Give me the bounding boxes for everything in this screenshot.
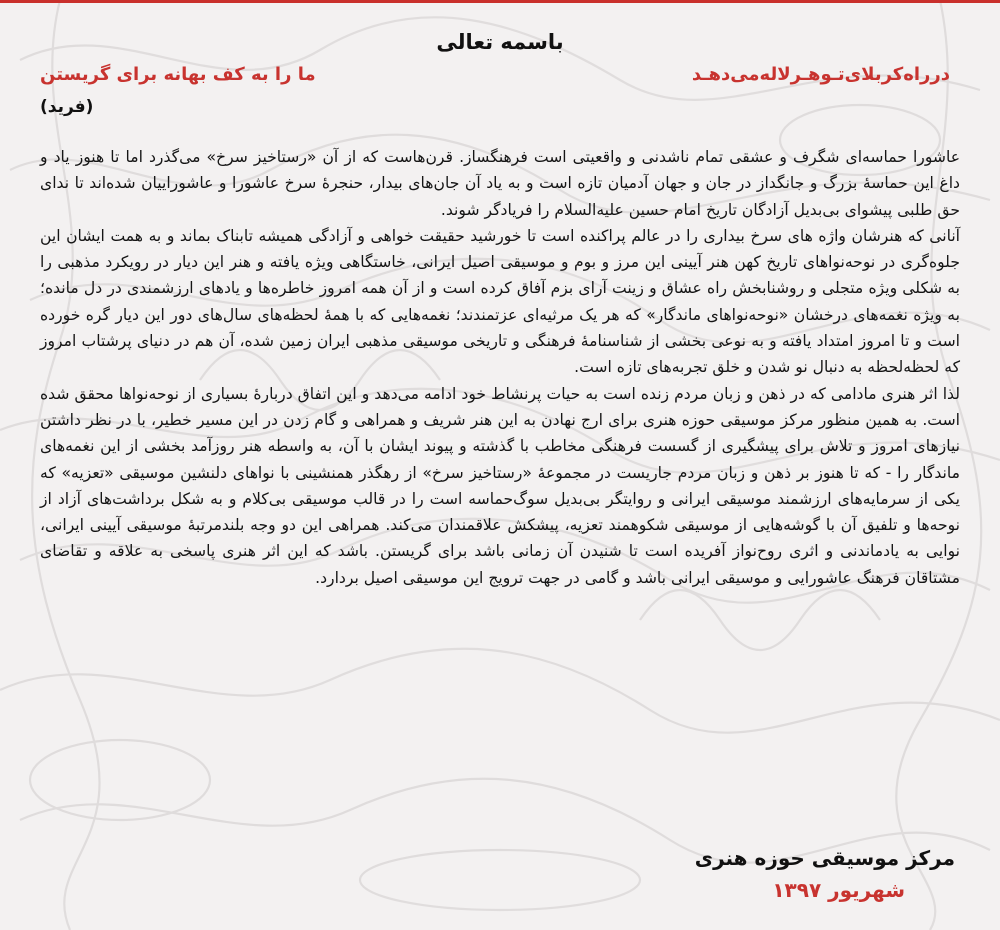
- statement-body: [40, 144, 960, 591]
- invocation-heading: باسمه تعالی: [436, 30, 564, 54]
- paragraph-3: لذا اثر هنری مادامی که در ذهن و زبان مردم زنده است به حیات پرنشاط خود ادامه می‌دهد و این اتفاق دربارهٔ بسیاری از نوحه‌نواها محقق شده است. به همین منظور مرکز موسیقی حوزه هنری برای ارج نهادن به این هنر شریف و همراهی و گام زدن در این مسیر خطیر، با در نظر داشتن نیازهای امروز و تلاش برای پیشگیری از گسست فرهنگی مخاطب با گذشته و پیوند ایشان با آن، به واسطه هنر روزآمد بخشی از این نغمه‌های ماندگار را - که تا هنوز بر ذهن و زبان مردم جاریست در مجموعهٔ «رستاخیز سرخ» از رهگذر همنشینی با نواهای دلنشین موسیقی «تعزیه» که یکی از سرمایه‌های ارزشمند موسیقی ایرانی و روایتگر بی‌بدیل سوگ‌حماسه است را در قالب موسیقی بی‌کلام و به شکل برداشت‌های آزاد از نوحه‌ها و تلفیق آن با گوشه‌هایی از موسیقی شکوهمند تعزیه، پیشکش علاقمندان می‌کند. همراهی این دو وجه بلندمرتبهٔ موسیقی آیینی ایرانی، نوایی به یادماندنی و اثری روح‌نواز آفریده است تا شنیدن آن زمانی باشد برای گریستن. باشد که این اثر هنری پاسخی به علاقه و تقاضای مشتاقان فرهنگ عاشورایی و موسیقی ایرانی باشد و گامی در جهت ترویج این موسیقی اصیل بردارد.: [40, 384, 960, 587]
- paragraph-1: عاشورا حماسه‌ای شگرف و عشقی تمام ناشدنی و واقعیتی است فرهنگساز. قرن‌هاست که از آن «رستاخیز سرخ» می‌گذرد اما تا هنوز یاد و داغ این حماسهٔ بزرگ و جانگداز در جان و جهان آدمیان تازه است و به یاد آن جان‌های بیدار، حنجرهٔ سرخ عاشورا و عاشوراییان شده‌اند تا ندای حق طلبی پیشوای بی‌بدیل آزادگان تاریخ امام حسین علیه‌السلام را فریادگر شوند.: [40, 148, 960, 219]
- poem-verse-first-hemistich: درراه‌کربلای‌تـوهـرلاله‌می‌دهـد: [691, 64, 950, 85]
- paragraph-2: آنانی که هنرشان واژه های سرخ بیداری را در عالم پراکنده است تا خورشید حقیقت خواهی و آزادگی همیشه تابناک بماند و به همت ایشان این جلوه‌گری در نوحه‌نواهای تاریخ کهن هنر آیینی این مرز و بوم و موسیقی اصیل ایرانی، خاستگاهی ویژه یافته و هنر این دیار در رویکرد مذهبی را به شکلی ویژه متجلی و روشنابخش راه عشاق و زینت آرای بزم آفاق کرده است و از آن همه امروز خاطره‌ها و یادهای ارزشمندی در دل مانده؛ به ویژه نغمه‌های درخشان «نوحه‌نواهای ماندگار» که هر یک مرثیه‌ای عزتمندند؛ نغمه‌هایی که با همهٔ لحظه‌های سال‌های دور این دیار گره خورده است و تا امروز امتداد یافته و به نوعی بخشی از شناسنامهٔ فرهنگی و تاریخی موسیقی مذهبی ایران زمین شده، آن هم در دنیای پرشتاب امروز که لحظه‌لحظه به دنبال نو شدن و خلق تجربه‌های تازه است.: [40, 226, 960, 377]
- signature-date: شهریور ۱۳۹۷: [772, 878, 905, 902]
- signature-organization: مرکز موسیقی حوزه هنری: [694, 846, 955, 870]
- poet-attribution: (فرید): [40, 97, 94, 117]
- statement-page: [40, 0, 960, 930]
- poem-verse-second-hemistich: ما را به کف بهانه برای گریستن: [40, 64, 316, 85]
